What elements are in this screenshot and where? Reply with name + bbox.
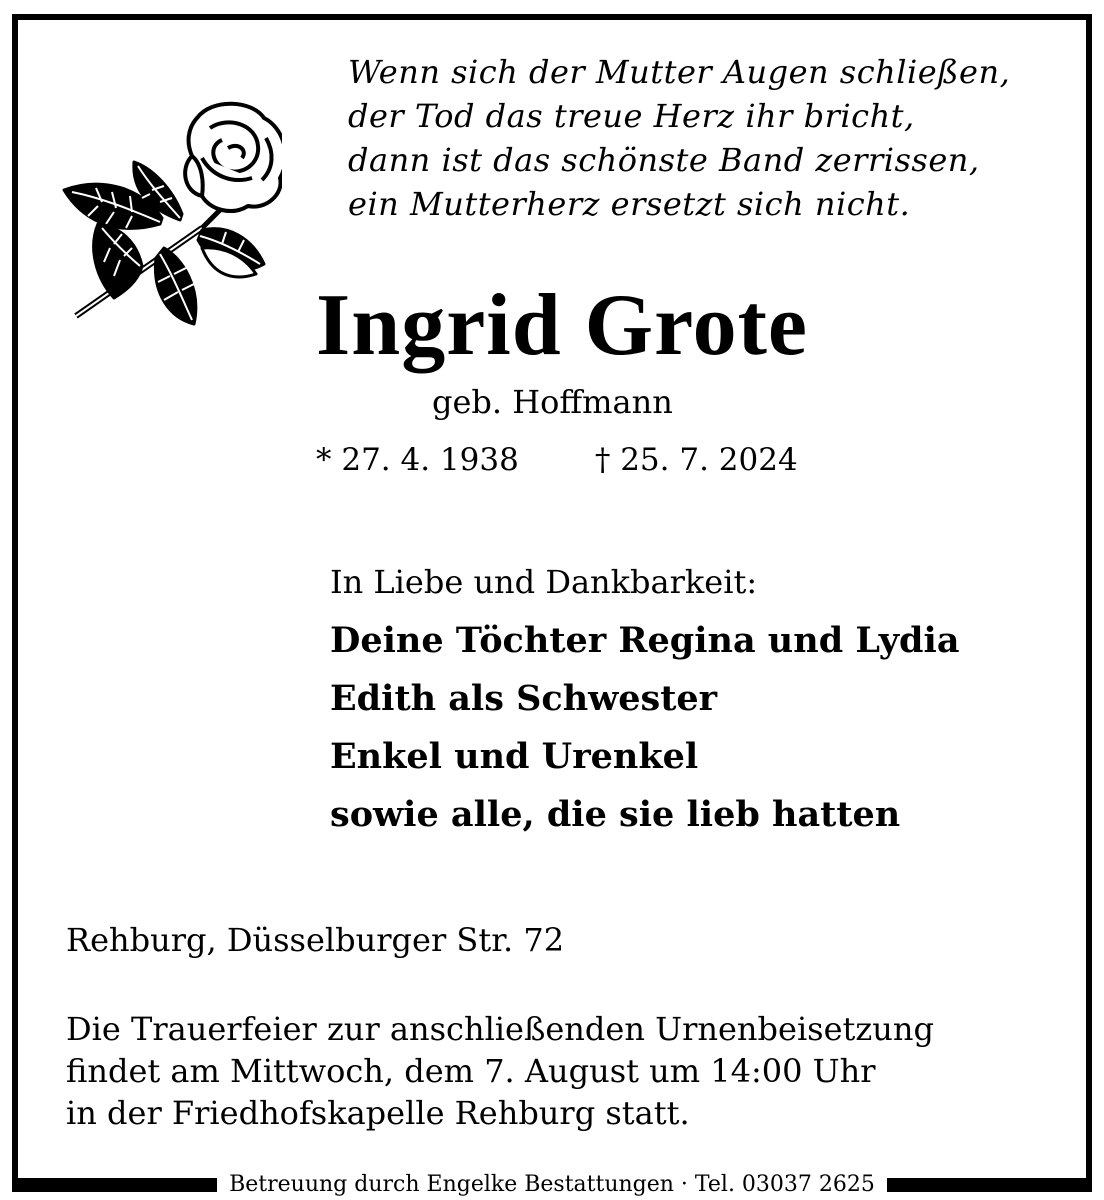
mourners-list (330, 612, 960, 844)
mourners-intro: In Liebe und Dankbarkeit: (330, 563, 758, 601)
birth-date: * 27. 4. 1938 (316, 442, 519, 478)
poem (348, 50, 1010, 226)
footer-text: Betreuung durch Engelke Bestattungen · Tel. 03037 2625 (229, 1172, 875, 1197)
poem-line: der Tod das treue Herz ihr bricht, (348, 97, 915, 135)
poem-line: Wenn sich der Mutter Augen schließen, (348, 53, 1011, 91)
funeral-line: Die Trauerfeier zur anschließenden Urnenbeisetzung (66, 1010, 934, 1048)
funeral-line: findet am Mittwoch, dem 7. August um 14:00 Uhr (66, 1052, 876, 1090)
mourner-line: Enkel und Urenkel (330, 736, 699, 777)
poem-line: dann ist das schönste Band zerrissen, (348, 141, 980, 179)
funeral-line: in der Friedhofskapelle Rehburg statt. (66, 1094, 690, 1132)
footer-bar-right (887, 1178, 1092, 1192)
maiden-name: geb. Hoffmann (432, 383, 673, 421)
poem-line: ein Mutterherz ersetzt sich nicht. (348, 185, 911, 223)
address: Rehburg, Düsselburger Str. 72 (66, 921, 565, 959)
mourner-line: Deine Töchter Regina und Lydia (330, 620, 960, 661)
funeral-notice (66, 1008, 934, 1134)
mourner-line: Edith als Schwester (330, 678, 718, 719)
death-date: † 25. 7. 2024 (594, 442, 798, 478)
mourner-line: sowie alle, die sie lieb hatten (330, 794, 901, 835)
deceased-name: Ingrid Grote (316, 277, 808, 374)
life-dates (316, 440, 798, 480)
footer (12, 1170, 1092, 1200)
footer-bar-left (12, 1178, 217, 1192)
